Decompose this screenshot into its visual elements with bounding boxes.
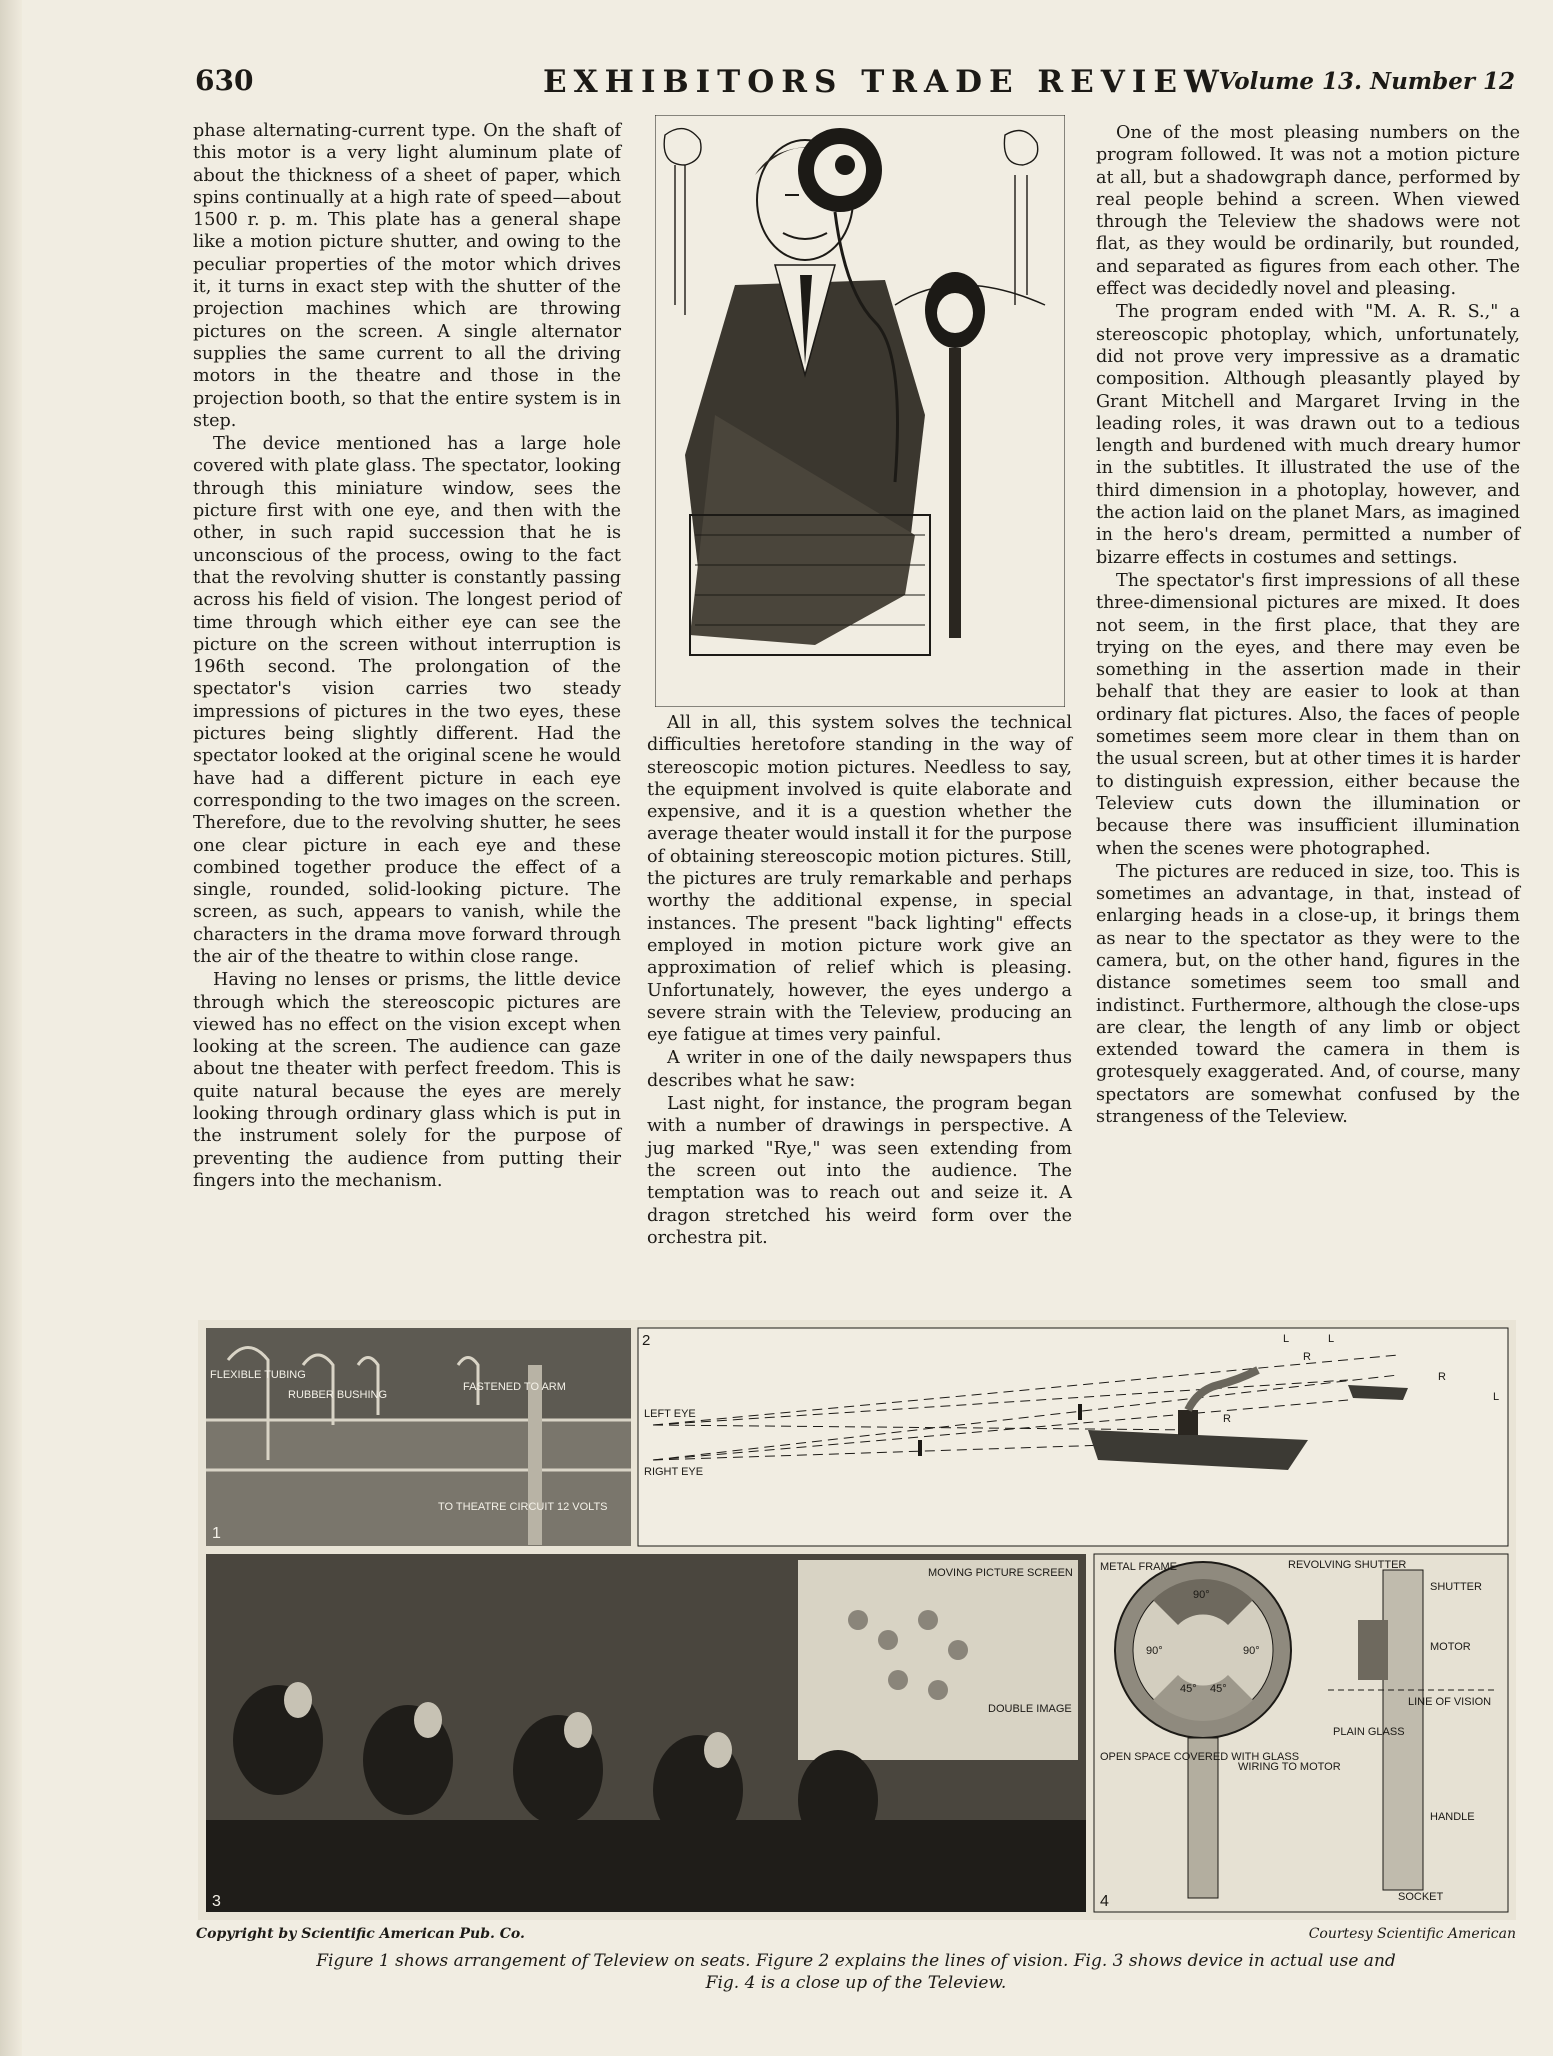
fig3-number: 3 (212, 1893, 221, 1910)
fig4-angle-45a: 45° (1180, 1683, 1197, 1695)
paragraph: The device mentioned has a large hole covered with plate glass. The spectator, looking through this miniature window, sees the picture first with one eye, and then with the other, in such rapid succession that he is unconscious of the process, owing to the fact that the revolving shutter is constantly passing across his field of vision. The longest period of time through which either eye can see the picture on the screen without interruption is 196th second. The prolongation of the spectator's vision carries two steady impressions of pictures in the two eyes, these pictures being slightly different. Had the spectator looked at the original scene he would have had a different picture in each eye corresponding to the two images on the screen. Therefore, due to the revolving shutter, he sees one clear picture in each eye and these combined together produce the effect of a single, rounded, solid-looking picture. The screen, as such, appears to vanish, while the characters in the drama move forward through the air of the theatre to within close range. (193, 434, 621, 967)
journal-title: EXHIBITORS TRADE REVIEW (543, 64, 1226, 100)
fig4-label-wiring: WIRING TO MOTOR (1238, 1761, 1341, 1773)
fig2-label-l3: L (1328, 1333, 1335, 1345)
caption-line-2: Fig. 4 is a close up of the Teleview. (705, 1973, 1007, 1993)
figure-3 (206, 1554, 1086, 1912)
fig4-label-metal-frame: METAL FRAME (1100, 1561, 1178, 1573)
figure-4 (1094, 1554, 1508, 1912)
paragraph: The spectator's first impressions of all these three-dimensional pictures are mixed. It does not seem, in the first place, that they are trying on the eyes, and there may even be something in the assertion made in their behalf that they are easier to look at than ordinary flat pictures. Also, the faces of people sometimes seem more clear in them than on the usual screen, but at other times it is harder to distinguish expression, either because the Teleview cuts down the illumination or because there was insufficient illumination when the scenes were photographed. (1096, 570, 1520, 859)
article-column-2 (647, 712, 1072, 1250)
page-binding-edge (0, 0, 22, 2056)
page-number: 630 (195, 64, 254, 97)
fig2-label-l2: L (1493, 1391, 1500, 1403)
paragraph: The program ended with "M. A. R. S.," a stereoscopic photoplay, which, unfortunately, did not prove very impressive as a dramatic composition. Although pleasantly played by Grant Mitchell and Margaret Irving in the leading roles, it was drawn out to a tedious length and burdened with much dreary humor in the subtitles. It illustrated the use of the third dimension in a photoplay, however, and the action laid on the planet Mars, as imagined in the hero's dream, permitted a number of bizarre effects in costumes and settings. (1096, 302, 1520, 568)
figure-2 (638, 1328, 1508, 1546)
fig4-label-handle: HANDLE (1430, 1811, 1475, 1823)
fig2-label-r1: R (1303, 1351, 1311, 1363)
paragraph: A writer in one of the daily newspapers thus describes what he saw: (647, 1048, 1072, 1091)
fig1-label-rubber-bushing: RUBBER BUSHING (288, 1389, 388, 1401)
volume-number: Volume 13. Number 12 (1218, 68, 1515, 95)
figure-1 (206, 1328, 631, 1546)
figure-caption (196, 1950, 1516, 1994)
fig4-label-motor: MOTOR (1430, 1641, 1471, 1653)
fig4-label-revolving-shutter: REVOLVING SHUTTER (1288, 1559, 1407, 1571)
fig4-angle-45b: 45° (1210, 1683, 1227, 1695)
credit-right: Courtesy Scientific American (1308, 1926, 1516, 1942)
fig3-label-double-image: DOUBLE IMAGE (988, 1703, 1072, 1715)
fig4-number: 4 (1100, 1893, 1109, 1910)
fig2-label-r3: R (1223, 1413, 1231, 1425)
article-column-3 (1096, 122, 1520, 1129)
fig2-number: 2 (642, 1332, 651, 1349)
paragraph: One of the most pleasing numbers on the program followed. It was not a motion picture at all, but a shadowgraph dance, performed by real people behind a screen. When viewed through the Teleview the shadows were not flat, as they would be ordinarily, but rounded, and separated as figures from each other. The effect was decidedly novel and pleasing. (1096, 123, 1520, 300)
caption-line-1: Figure 1 shows arrangement of Teleview on seats. Figure 2 explains the lines of vision. Fig. 3 shows device in actual use and (316, 1951, 1396, 1971)
paragraph: All in all, this system solves the technical difficulties heretofore standing in the way of stereoscopic motion pictures. Needless to say, the equipment involved is quite elaborate and expensive, and it is a question whether the average theater would install it for the purpose of obtaining stereoscopic motion pictures. Still, the pictures are truly remarkable and perhaps worthy the additional expense, in special instances. The present "back lighting" effects employed in motion picture work give an approximation of relief which is pleasing. Unfortunately, however, the eyes undergo a severe strain with the Teleview, producing an eye fatigue at times very painful. (647, 713, 1072, 1046)
fig4-label-socket: SOCKET (1398, 1891, 1444, 1903)
figures-panel (198, 1320, 1516, 1920)
credit-left: Copyright by Scientific American Pub. Co. (196, 1926, 525, 1942)
fig1-label-fastened-to-arm: FASTENED TO ARM (463, 1381, 566, 1393)
fig4-label-line-of-vision: LINE OF VISION (1408, 1696, 1492, 1708)
fig4-label-plain-glass: PLAIN GLASS (1333, 1726, 1405, 1738)
fig4-angle-top: 90° (1193, 1589, 1210, 1601)
fig4-label-shutter: SHUTTER (1430, 1581, 1482, 1593)
fig2-label-r2: R (1438, 1371, 1446, 1383)
page-header (195, 62, 1515, 106)
paragraph: phase alternating-current type. On the shaft of this motor is a very light aluminum plate of about the thickness of a sheet of paper, which spins continually at a high rate of speed—about 1500 r. p. m. This plate has a general shape like a motion picture shutter, and owing to the peculiar properties of the motor which drives it, it turns in exact step with the shutter of the projection machines which are throwing pictures on the screen. A single alternator supplies the same current to all the driving motors in the theatre and those in the projection booth, so that the entire system is in step. (193, 121, 621, 431)
fig1-label-theatre-circuit: TO THEATRE CIRCUIT 12 VOLTS (438, 1501, 608, 1513)
illustration-man-with-teleview (655, 115, 1065, 707)
fig1-number: 1 (212, 1525, 221, 1542)
paragraph: The pictures are reduced in size, too. This is sometimes an advantage, in that, instead of enlarging heads in a close-up, it brings them as near to the spectator as they were to the camera, but, on the other hand, figures in the distance sometimes seem too small and indistinct. Furthermore, although the close-ups are clear, the length of any limb or object extended toward the camera in them is grotesquely exaggerated. And, of course, many spectators are somewhat confused by the strangeness of the Teleview. (1096, 861, 1520, 1128)
fig4-angle-left: 90° (1146, 1645, 1163, 1657)
fig4-label-open-space: OPEN SPACE COVERED WITH GLASS (1100, 1751, 1300, 1763)
paragraph: Having no lenses or prisms, the little device through which the stereoscopic pictures are viewed has no effect on the vision except when looking at the screen. The audience can gaze about tne theater with perfect freedom. This is quite natural because the eyes are merely looking through ordinary glass which is put in the instrument solely for the purpose of preventing the audience from putting their fingers into the mechanism. (193, 970, 621, 1191)
fig3-label-screen: MOVING PICTURE SCREEN (928, 1567, 1073, 1579)
fig1-label-flexible-tubing: FLEXIBLE TUBING (210, 1369, 306, 1381)
article-column-1 (193, 120, 621, 1193)
figure-credits (196, 1926, 1516, 1948)
fig2-label-right-eye: RIGHT EYE (644, 1466, 704, 1478)
paragraph: Last night, for instance, the program began with a number of drawings in perspective. A jug marked "Rye," was seen extending from the screen out into the audience. The temptation was to reach out and seize it. A dragon stretched his weird form over the orchestra pit. (647, 1094, 1072, 1248)
fig2-label-left-eye: LEFT EYE (644, 1408, 696, 1420)
fig4-angle-right: 90° (1243, 1645, 1260, 1657)
fig2-label-l1: L (1283, 1333, 1290, 1345)
